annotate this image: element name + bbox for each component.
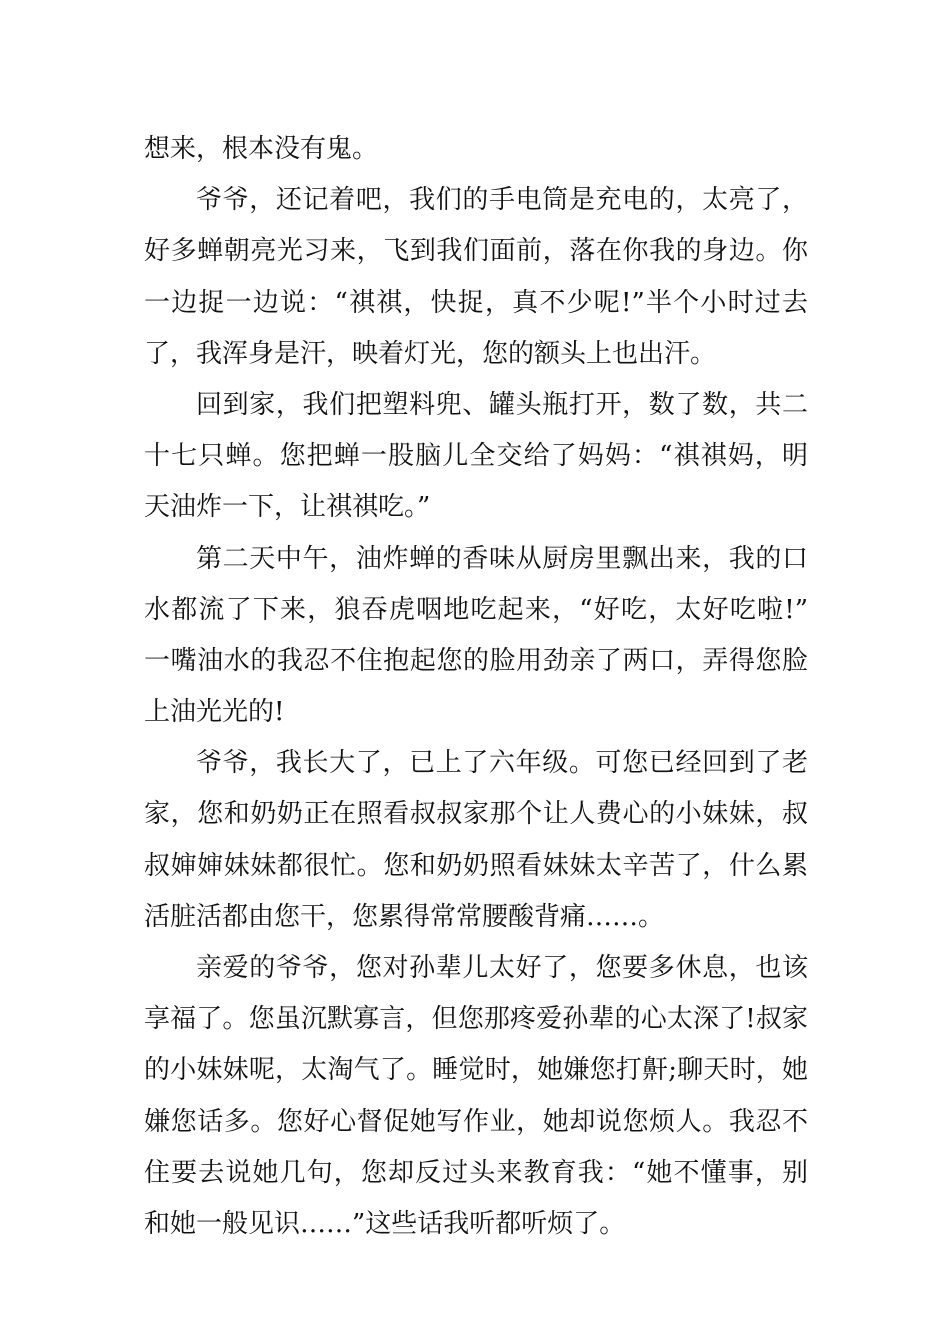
text-line: 好多蝉朝亮光习来，飞到我们面前，落在你我的身边。你 bbox=[144, 236, 808, 267]
text-line: 爷爷，我长大了，已上了六年级。可您已经回到了老 bbox=[196, 748, 808, 779]
text-line: 亲爱的爷爷，您对孙辈儿太好了，您要多休息，也该 bbox=[196, 953, 808, 983]
text-line: 和她一般见识……”这些话我听都听烦了。 bbox=[144, 1208, 626, 1239]
text-line: 了，我浑身是汗，映着灯光，您的额头上也出汗。 bbox=[144, 338, 717, 369]
paragraph-1 bbox=[144, 124, 808, 175]
text-line: 住要去说她几句，您却反过头来教育我：“她不懂事，别 bbox=[144, 1157, 808, 1188]
paragraph-5 bbox=[144, 738, 808, 943]
text-line: 上油光光的! bbox=[144, 697, 285, 728]
text-line: 享福了。您虽沉默寡言，但您那疼爱孙辈的心太深了!叔家 bbox=[144, 1004, 808, 1035]
text-line: 家，您和奶奶正在照看叔叔家那个让人费心的小妹妹，叔 bbox=[144, 799, 808, 830]
paragraph-2 bbox=[144, 175, 808, 380]
text-line: 叔婶婶妹妹都很忙。您和奶奶照看妹妹太辛苦了，什么累 bbox=[144, 850, 808, 881]
text-line: 天油炸一下，让祺祺吃。” bbox=[144, 492, 431, 523]
text-line: 的小妹妹呢，太淘气了。睡觉时，她嫌您打鼾;聊天时，她 bbox=[144, 1055, 808, 1086]
text-line: 一嘴油水的我忍不住抱起您的脸用劲亲了两口，弄得您脸 bbox=[144, 645, 808, 676]
paragraph-3 bbox=[144, 380, 808, 534]
text-line: 第二天中午，油炸蝉的香味从厨房里飘出来，我的口 bbox=[196, 543, 808, 574]
text-line: 回到家，我们把塑料兜、罐头瓶打开，数了数，共二 bbox=[196, 389, 808, 420]
text-line: 水都流了下来，狼吞虎咽地吃起来，“好吃，太好吃啦!” bbox=[144, 594, 808, 625]
paragraph-4 bbox=[144, 534, 808, 739]
text-line: 十七只蝉。您把蝉一股脑儿全交给了妈妈：“祺祺妈，明 bbox=[144, 441, 808, 472]
text-line: 想来，根本没有鬼。 bbox=[144, 134, 379, 164]
text-line: 爷爷，还记着吧，我们的手电筒是充电的，太亮了， bbox=[196, 185, 808, 216]
text-line: 一边捉一边说：“祺祺，快捉，真不少呢!”半个小时过去 bbox=[144, 287, 808, 318]
document-body bbox=[144, 124, 808, 1250]
text-line: 嫌您话多。您好心督促她写作业，她却说您烦人。我忍不 bbox=[144, 1106, 808, 1137]
text-line: 活脏活都由您干，您累得常常腰酸背痛……。 bbox=[144, 901, 665, 932]
paragraph-6 bbox=[144, 943, 808, 1250]
